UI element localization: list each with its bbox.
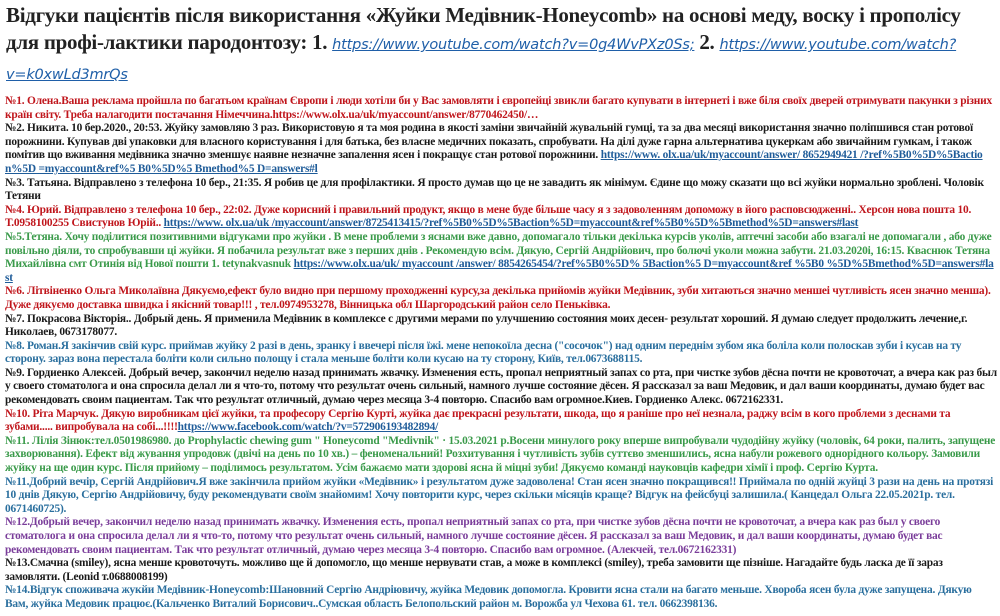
review-item [5, 367, 997, 408]
review-text: №8. Роман.Я закінчив свій курс. приймав жуйку 2 разі в день, зранку і ввечері після їжі. мене непокоїла десна ("сосочок") над одним переднім зубом яка боліла коли полоскав зуби і кусав на ту сторону. зараз вона перестала боліти коли сильно полощу і стала меньше боліти коли кусаю на ту сторону, Київ, тел.0673688115. [5, 339, 962, 366]
review-item [5, 584, 997, 611]
review-link[interactable]: https://www.facebook.com/watch/?v=572906193482894/ [177, 421, 439, 434]
review-item [5, 340, 997, 367]
title-separator: 2. [694, 30, 720, 54]
review-text: №11. Лілія Зінюк:тел.0501986980. до Prophylactic chewing gum " Honeycomd "Medivnik" · 15.03.2021 р.Восени минулого року вперше випробували чудодійну жуйку (чоловік, 64 роки, палить, запущене захворювання). Ефект від жування упродовж (двічі на день по 10 хв.) – феноменальний! Розхитування і чутливість зубів суттєво зменшились, ясна набули рожевого однорідного кольору. Замовили жуйку на ще один курс. Після прийому – поділимось результатом. Усім бажаємо мати здорові ясна й міцні зуби! Дякуємо команді науковців кафедри хімії і проф. Сергію Курта. [5, 434, 996, 475]
review-text: №9. Гордиенко Алексей. Добрый вечер, закончил неделю назад принимать жвачку. Изменения есть, пропал неприятный запах со рта, при чистке зубов дёсна почти не кровоточат, а вчера как раз был у своего стоматолога и она спросила делал ли я что-то, потому что результат очень сильный, намного лучше состояние дёсен. Я рассказал за ваш Медовик, и дал ваши координаты, думаю будет вас рекомендовать своим пациентам. Так что результат отличный, думаю через месяца 3-4 повторю. Спасибо вам огромное.Киев. Гордиенко Алекс. 0672162331. [5, 366, 997, 407]
review-item [5, 557, 997, 584]
review-text: №10. Ріта Марчук. Дякую виробникам цієї жуйки, та професору Сергію Курті, жуйка дає прекрасні результати, шкода, що я раніше про неї незнала, раджу всім в кого проблеми з деснами та зубами..... випробувала на собі...!!!! [5, 407, 951, 434]
review-text: №6. Літвіненко Ольга Миколаївна Дякуємо,ефект було видно при першому проходженні курсу,за декілька прийомів жуйки Медівник, зуби хитаються значно меншеі чутливість ясен значно менша). Дуже дякуємо доставка швидка і якісний товар!!! , тел.0974953278, Вінницька обл Шаргородський район село Пеньківка. [5, 285, 991, 311]
review-item [5, 516, 997, 557]
review-text: №1. Олена.Ваша реклама пройшла по багатьом країнам Європи і люди хотіли би у Вас замовляти і європейці звикли багато купувати в інтернеті і вже біля своїх дверей отримувати пакунки з різних країн світу. Треба налагодити постачання Німеччина.https://www.olx.ua/uk/myaccount/answer/8770462450/… [5, 95, 992, 121]
title-text: Відгуки пацієнтів після використання «Жуйки Медівник-Honeycomb» на основі меду, воску і прополісу для профі-лактики пародонтозу: 1. [6, 3, 961, 54]
review-text: №13.Смачна (smiley), ясна менше кровоточуть. можливо ще й допомогло, що менше нервувати став, а може в комплексі (smiley), треба замовити ще пізніше. Нагадайте будь ласка де її зараз замовляти. (Leonid т.0688008199) [5, 557, 943, 583]
review-text: №11.Добрий вечір, Сергій Андрійович.Я вже закінчила прийом жуйки «Медівник» і результатом дуже задоволена! Стан ясен значно покращився!! Приймала по одній жуйці 3 рази на день на протязі 10 днів Дякую, Сергію Андрійовичу, буду рекомендувати своїм знайомим! Хочу повторити курс, через скільки місяців краще? Відгук на фейсбуці залишила.( Канцедал Ольга 22.05.2021р. тел. 0671460725). [5, 475, 994, 515]
review-text: №5.Тетяна. Хочу поділитися позитивними відгуками про жуйки . В мене проблеми з яснами вже давно, допомагало тільки декілька курсів уколів, аптечні засоби або взагалі не допомагали , або дуже повільно діяли, то спробувавши ці жуйки. Я побачила результат вже з перших днів . Рекомендую всім. Дякую, Сергій Андрійович, про болючі уколи можна забути. 21.03.2020і, 16:15. Кваснюк Тетяна Михайлівна смт Отинія від Нової пошти 1. tetynakvasnuk [5, 230, 992, 271]
review-link[interactable]: https://www. olx.ua/uk/myaccount/answer/ 8652949421 /?ref%5B0%5D%5Baction%5D =myaccount&ref%5 B0%5D%5 Bmethod%5 D=answers#l [5, 149, 983, 175]
review-text: №7. Покрасова Вікторія.. Добрый день. Я применила Медівник в комплексе с другими мерами по улучшению состояния моих десен- результат хороший. Я думаю следует продолжить лечение,г. Николаев, 0673178077. [5, 312, 968, 339]
review-link[interactable]: https://www. olx.ua/uk /myaccount/answer/8725413415/?ref%5B0%5D%5Baction%5D=myaccount&ref%5B0%5D%5Bmethod%5D=answers#last [163, 217, 859, 230]
review-item [5, 408, 997, 435]
youtube-link-1[interactable]: https://www.youtube.com/watch?v=0g4WvPXz0Ss; [332, 37, 695, 53]
review-text: №3. Татьяна. Відправлено з телефона 10 бер., 21:35. Я робив це для профілактики. Я просто думав що це не завадить як мінімум. Єдине що можу сказати що всі жуйки нормально зроблені. Чоловік Тетяни [5, 176, 984, 203]
review-text: №14.Відгук споживача жукйи Медівник-Honeycomb:Шановний Сергію Андріювичу, жуйка Медовик допомогла. Кровити ясна стали на багато меньше. Хвороба ясен була дуже запущена. Дякую Вам, жуйка Медовик працює.(Кальченко Виталий Борисович..Сумская область Белопольский район м. Ворожба ул Чехова 61. тел. 0662398136. [5, 584, 972, 610]
reviews-list [5, 95, 997, 612]
review-item [5, 285, 997, 312]
review-item [5, 204, 997, 231]
page-title [6, 2, 996, 89]
review-text: №4. Юрий. Відправлено з телефона 10 бер., 22:02. Дуже корисний і правильний продукт, якщо в мене буде більше часу я з задоволенням допоможу в його расповсюдженні.. Херсон нова пошта 10. Т.0958100255 Свистунов Юрій.. [5, 203, 972, 230]
youtube-link-2[interactable]: https://www.youtube.com/watch?v=k0xwLd3mrQs [6, 37, 957, 83]
review-item [5, 95, 997, 122]
review-item [5, 231, 997, 285]
review-item [5, 122, 997, 176]
review-item [5, 476, 997, 517]
review-text: №2. Никита. 10 бер.2020., 20:53. Жуйку замовляю 3 раз. Використовую я та моя родина в якості заміни звичайній жувальній гумці, та за два месяці використання значно поліпшився стан ротової порожнини. Купував дві упаковки для власного користування і для батька, без власне медичних показать, спробувати. На ділі дуже гарна альтернатива цукеркам або звичайним гумкам, і також помітив що вживання медівника значно зменшує наявне незначне запалення ясен і покращує стан ротової порожнини. [5, 122, 973, 162]
review-link[interactable]: https://www.olx.ua/uk/ myaccount /answer/ 8854265454/?ref%5B0%5D% 5Baction%5 D=myaccount&ref %5B0 %5D%5Bmethod%5D=answers#last [5, 258, 994, 284]
review-item [5, 313, 997, 340]
review-text: №12.Добрый вечер, закончил неделю назад принимать жвачку. Изменения есть, пропал неприятный запах со рта, при чистке зубов дёсна почти не кровоточат, а вчера как раз был у своего стоматолога и она спросила делал ли я что-то, потому что результат очень сильный, намного лучше состояние дёсен. Я рассказал за ваш Медовик, и дал ваши координаты, думаю будет вас рекомендовать своим пациентам. Так что результат отличный, думаю через месяца 3-4 повторю. Спасибо вам огромное. (Алекчей, тел.0672162331) [5, 516, 943, 556]
review-item [5, 435, 997, 476]
review-item [5, 177, 997, 204]
